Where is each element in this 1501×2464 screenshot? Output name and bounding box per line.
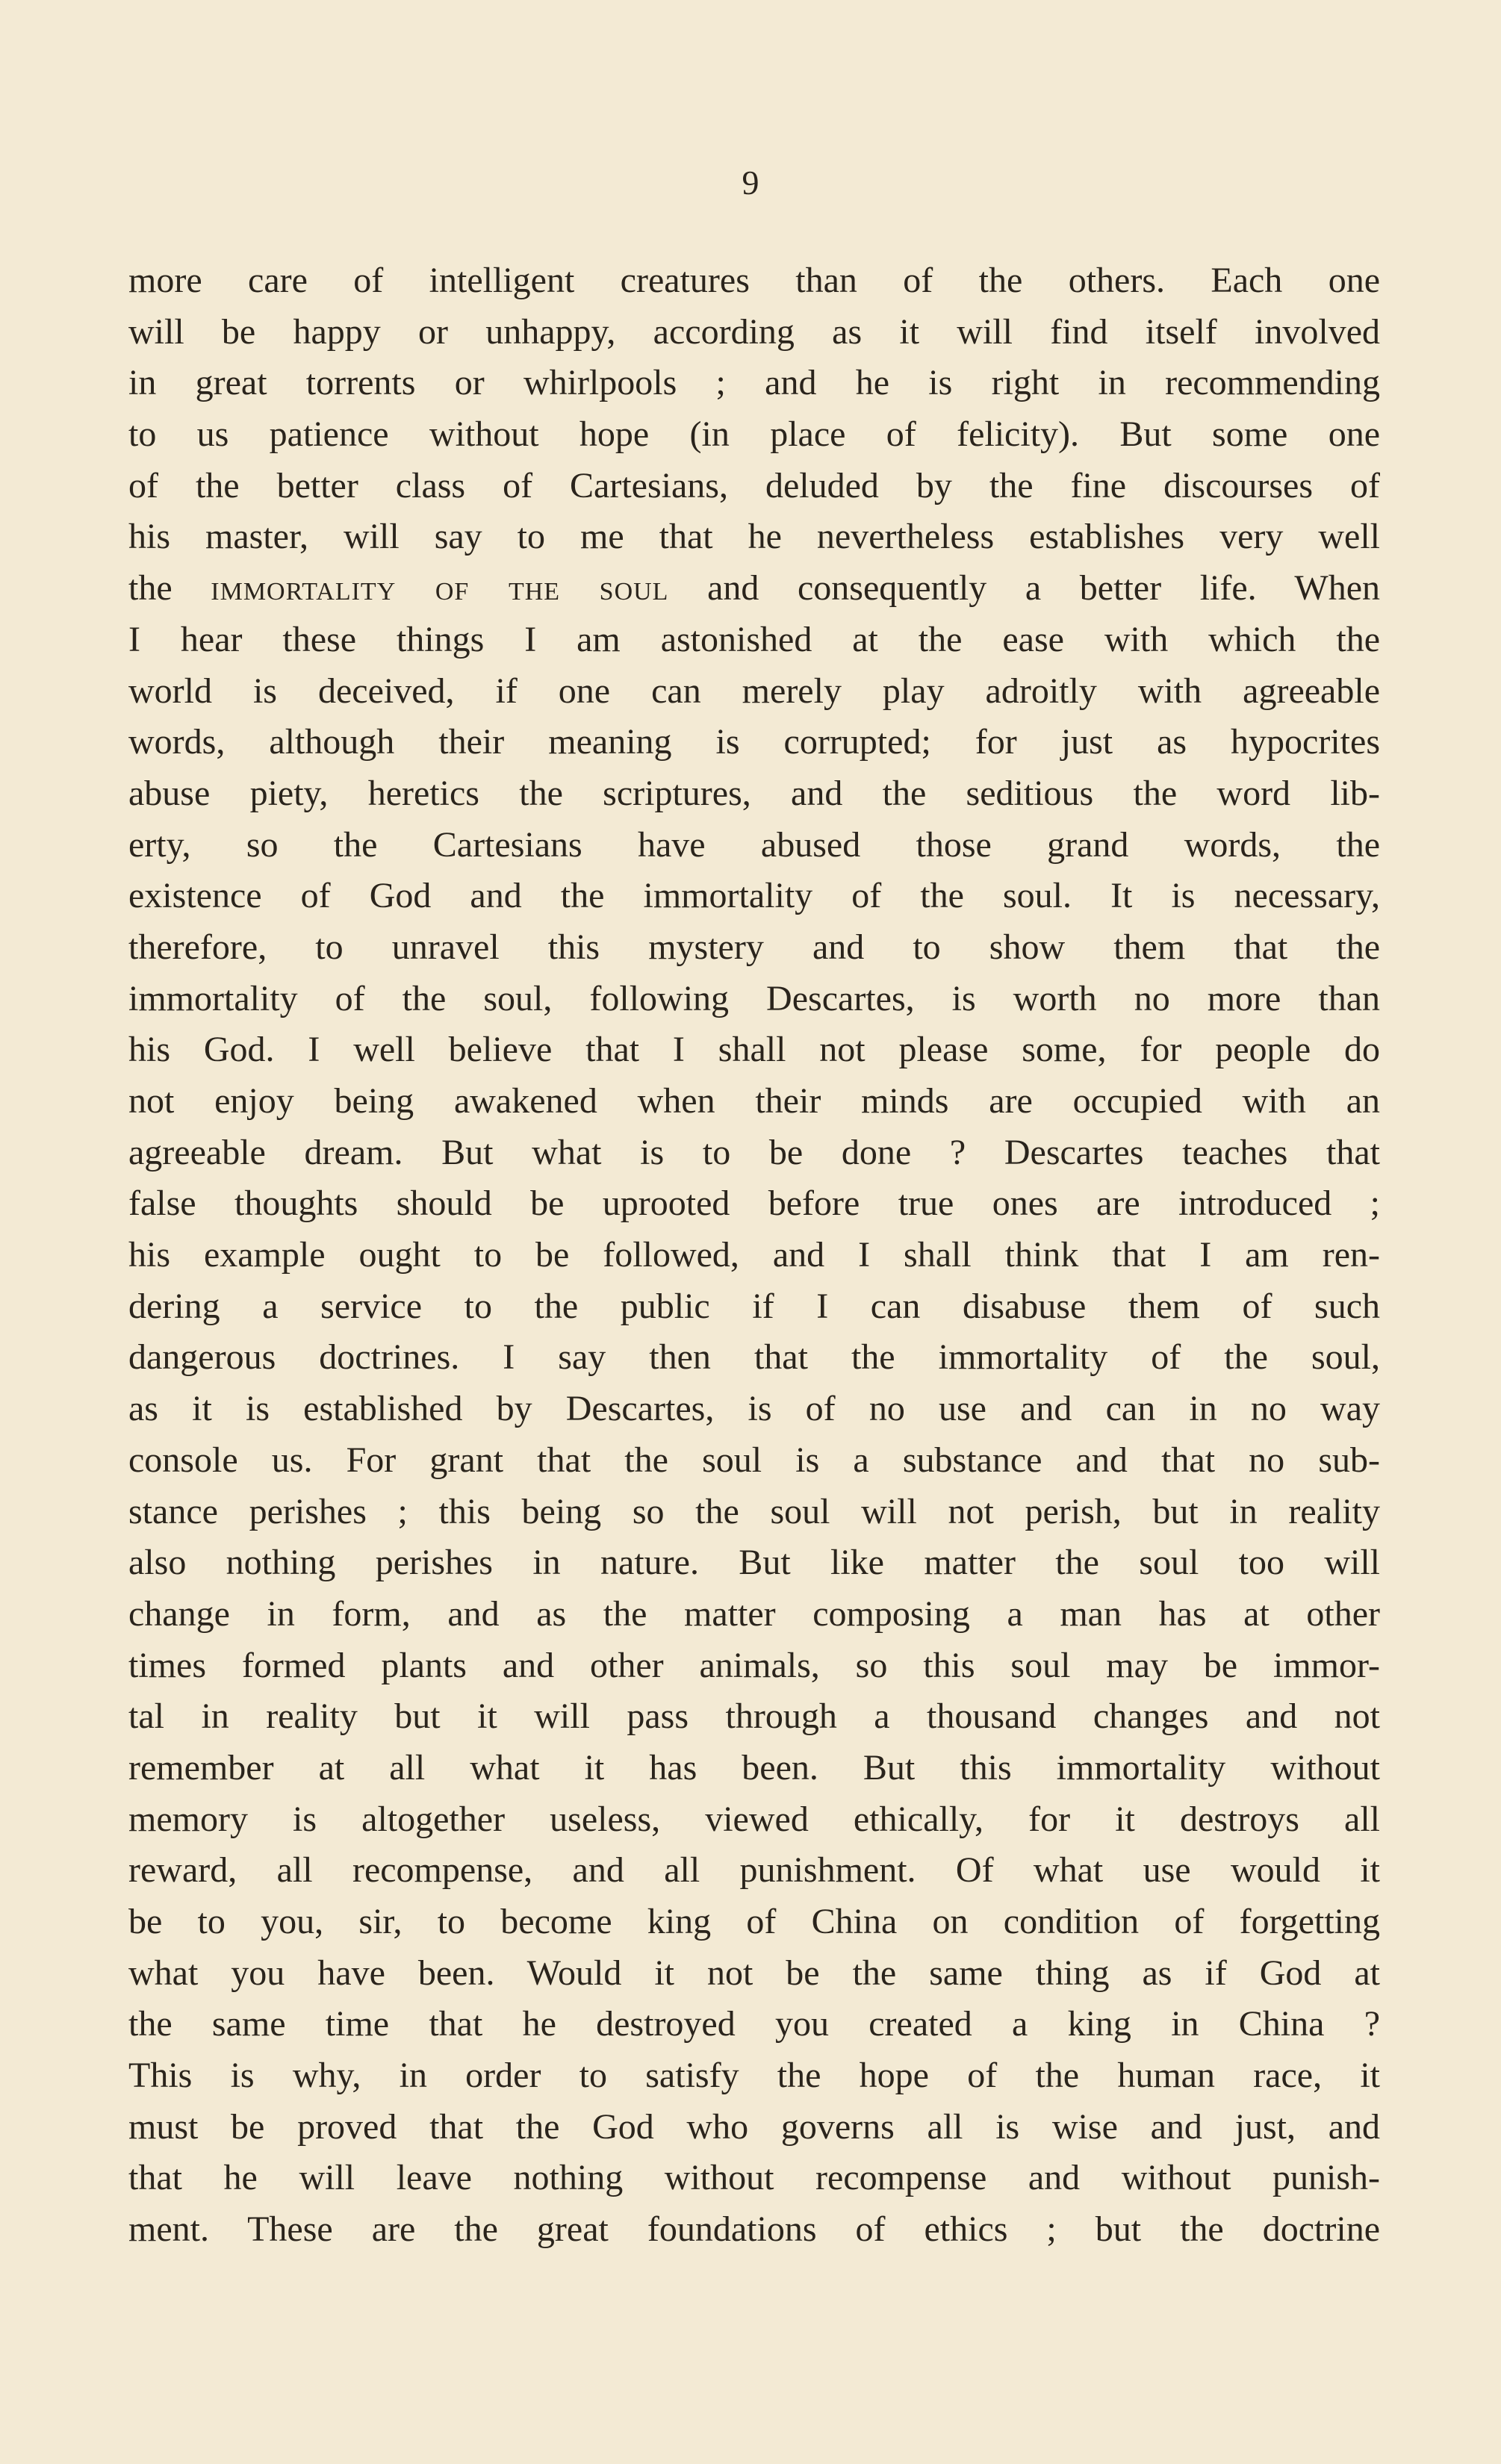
text-segment: the	[128, 568, 211, 609]
text-line: stance perishes ; this being so the soul will not perish, but in reality	[128, 1491, 1380, 1531]
text-line: of the better class of Cartesians, deluded by the fine discourses of	[128, 465, 1380, 505]
text-line: change in form, and as the matter composing a man has at other	[128, 1593, 1380, 1634]
text-line: immortality of the soul, following Descartes, is worth no more than	[128, 978, 1380, 1018]
text-line: false thoughts should be uprooted before true ones are introduced ;	[128, 1183, 1380, 1224]
text-line: abuse piety, heretics the scriptures, and the seditious the word lib-	[128, 773, 1380, 813]
text-line: his master, will say to me that he nevertheless establishes very well	[128, 517, 1380, 557]
text-line: dangerous doctrines. I say then that the immortality of the soul,	[128, 1337, 1380, 1378]
text-line: to us patience without hope (in place of felicity). But some one	[128, 414, 1380, 455]
text-line: This is why, in order to satisfy the hope of the human race, it	[128, 2056, 1380, 2096]
text-line: ment. These are the great foundations of ethics ; but the doctrine	[128, 2209, 1380, 2250]
text-segment: and consequently a better life. When	[668, 568, 1380, 609]
text-line: words, although their meaning is corrupted; for just as hypocrites	[128, 722, 1380, 762]
text-line: what you have been. Would it not be the same thing as if God at	[128, 1953, 1380, 1993]
text-line: therefore, to unravel this mystery and to show them that the	[128, 927, 1380, 967]
text-line: erty, so the Cartesians have abused those grand words, the	[128, 824, 1380, 865]
text-line: that he will leave nothing without recompense and without punish-	[128, 2158, 1380, 2198]
smallcaps-phrase: immortality of the soul	[211, 568, 669, 609]
text-line: not enjoy being awakened when their minds are occupied with an	[128, 1081, 1380, 1121]
text-line: reward, all recompense, and all punishment. Of what use would it	[128, 1850, 1380, 1891]
text-line: world is deceived, if one can merely play adroitly with agreeable	[128, 671, 1380, 711]
text-line: existence of God and the immortality of the soul. It is necessary,	[128, 876, 1380, 916]
text-line: the same time that he destroyed you created a king in China ?	[128, 2004, 1380, 2044]
text-line: I hear these things I am astonished at the ease with which the	[128, 619, 1380, 659]
text-line-with-smallcaps	[128, 563, 1380, 615]
page-number: 9	[742, 164, 759, 202]
text-line: more care of intelligent creatures than of the others. Each one	[128, 261, 1380, 300]
text-line: remember at all what it has been. But this immortality without	[128, 1747, 1380, 1788]
text-line: console us. For grant that the soul is a substance and that no sub-	[128, 1440, 1380, 1480]
text-line: agreeable dream. But what is to be done ? Descartes teaches that	[128, 1132, 1380, 1172]
text-line: his example ought to be followed, and I shall think that I am ren-	[128, 1235, 1380, 1275]
text-line: memory is altogether useless, viewed ethically, for it destroys all	[128, 1799, 1380, 1839]
body-text	[128, 255, 1380, 2256]
text-line: dering a service to the public if I can disabuse them of such	[128, 1286, 1380, 1326]
text-line: tal in reality but it will pass through a thousand changes and not	[128, 1696, 1380, 1737]
text-line: must be proved that the God who governs all is wise and just, and	[128, 2106, 1380, 2147]
text-line: his God. I well believe that I shall not please some, for people do	[128, 1030, 1380, 1070]
text-line: as it is established by Descartes, is of no use and can in no way	[128, 1389, 1380, 1429]
text-line: times formed plants and other animals, so this soul may be immor-	[128, 1645, 1380, 1685]
text-line: in great torrents or whirlpools ; and he is right in recommending	[128, 363, 1380, 403]
text-line: be to you, sir, to become king of China on condition of forgetting	[128, 1902, 1380, 1941]
text-line: also nothing perishes in nature. But like matter the soul too will	[128, 1543, 1380, 1583]
text-line: will be happy or unhappy, according as it will find itself involved	[128, 311, 1380, 352]
